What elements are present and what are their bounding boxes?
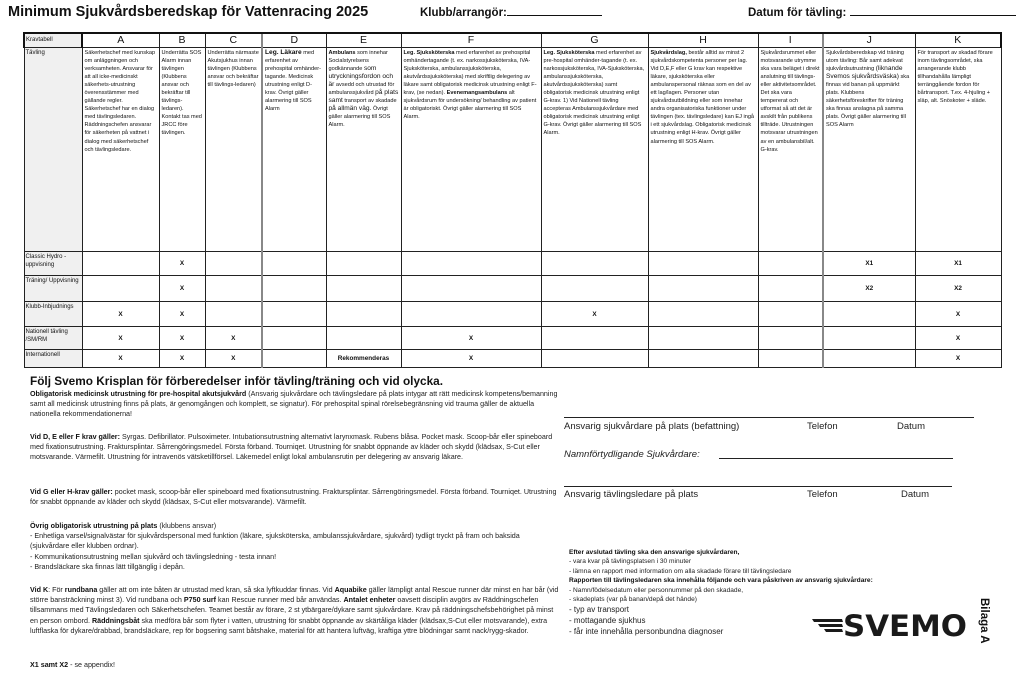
requirement-cell-c: X: [205, 327, 262, 350]
desc-b: Underrätta SOS Alarm innan tävlingen (Klubbens ansvar och bekräftar till tävlings-ledaren). Kontakt tas med JRCC före tävlingen.: [159, 48, 205, 252]
paragraph-text: gäller lämpligt antal Rescue runner där minst en har bår (vid större bansträckning minst 3). Vid rundbana och: [30, 586, 559, 605]
desc-d: [262, 48, 326, 252]
annex-label: Bilaga A: [978, 598, 990, 644]
list-item: - lämna en rapport med information om alla skadade förare till tävlingsledare: [569, 567, 792, 575]
leader-signature-label: Ansvarig tävlingsledare på plats: [564, 489, 699, 500]
club-field: [420, 5, 602, 19]
list-item: - mottagande sjukhus: [569, 616, 646, 626]
column-header: F: [401, 33, 541, 48]
column-header: I: [758, 33, 823, 48]
list-item: - Brandsläckare ska finnas lätt tillgänglig i depån.: [30, 562, 185, 571]
row-label: Nationell tävling /SM/RM: [24, 327, 82, 350]
name-clarification-label: Namnförtydligande Sjukvårdare:: [564, 449, 700, 460]
row-label: Tävling: [24, 48, 82, 252]
paragraph-text: pocket mask, scoop-bår eller spineboard med fixationsutrustning. Fraktursplintar. Sårrengöringsmedel. Första förband. Tourniqet. Utrustning för snabbt öppnande av kläder och skydd (klädsax, S-Cut eller motsvarande). Värmefilt.: [30, 488, 557, 507]
requirement-cell-k: X: [915, 327, 1001, 350]
desc-g-text: med erfarenhet av pre-hospital omhänder-tagande (t. ex. narkossjuksköterska, IVA-Sjuksköterska, ambulanssjuksköterska, akutvårdssjuksköterska) samt obligatorisk medicinsk utrustning enligt G-krav. 1) Vid Nationell tävling accepteras Ambulanssjukvårdare med obligatorisk medicinsk utrustning enligt G-krav. Övrigt gäller alarmering till SOS Alarm.: [543, 50, 645, 137]
desc-g: [541, 48, 648, 252]
requirement-cell-k: X2: [915, 276, 1001, 302]
paragraph-text: oavsett disciplin avgörs av Räddningschefen tillsammans med Tävlingsledaren och Säkerhetschefen. Teamet består av förare, 2 st ytbärgare/dykare samt sjukvårdare. Krav på räddningschefsbehörighet på minst en person ombord.: [30, 596, 554, 625]
requirement-cell-f: [401, 252, 541, 276]
table-row: [24, 302, 1001, 327]
requirement-cell-i: [758, 350, 823, 368]
paragraph-text: kan Rescue runner med bår användas.: [216, 596, 344, 605]
requirement-cell-d: [262, 252, 326, 276]
leader-date-label: Datum: [901, 489, 929, 500]
requirement-cell-f: [401, 302, 541, 327]
requirement-cell-b: X: [159, 350, 205, 368]
name-clarification-line[interactable]: [719, 458, 953, 459]
paragraph-bold: Antalet enheter: [343, 596, 396, 605]
desc-e-text: transport av skadade: [342, 98, 397, 105]
medic-phone-label: Telefon: [807, 421, 838, 432]
paragraph-other-equipment: [30, 521, 560, 572]
leader-phone-label: Telefon: [807, 489, 838, 500]
requirement-cell-e: [326, 252, 401, 276]
desc-f-text: med erfarenhet av prehospital omhändertagande (t. ex. narkossjuksköterska, IVA-Sjuksköterska, ambulanssjuksköterska, akutvårdssjuksköterska) med skriftlig delegering av läkare samt obligatorisk medicinsk utrustning enligt F-krav, (se nedan).: [403, 50, 537, 97]
requirement-cell-b: X: [159, 302, 205, 327]
requirement-cell-c: [205, 252, 262, 276]
paragraph-bold: Vid K: [30, 586, 49, 594]
requirement-cell-j: [823, 350, 915, 368]
club-label: Klubb/arrangör:: [420, 7, 507, 19]
medic-signature-label: Ansvarig sjukvårdare på plats (befattning): [564, 421, 740, 432]
list-item: - Namn/födelsedatum eller personnummer på den skadade,: [569, 586, 744, 594]
requirement-cell-i: [758, 327, 823, 350]
requirement-cell-k: X: [915, 350, 1001, 368]
desc-j-text: ska finnas vid banan på uppmärkt plats. Klubbens säkerhetsföreskrifter för träning ska finnas anslagna på samma plats. Övrigt gäller alarmering till SOS Alarm: [826, 74, 910, 129]
desc-h: [648, 48, 758, 252]
requirement-cell-i: [758, 276, 823, 302]
annex-label-wrapper: [976, 598, 992, 650]
requirement-cell-k: X1: [915, 252, 1001, 276]
list-item: - Kommunikationsutrustning mellan sjukvård och tävlingsledning - testa innan!: [30, 552, 277, 561]
requirement-cell-g: X: [541, 302, 648, 327]
table-row: [24, 350, 1001, 368]
column-header: E: [326, 33, 401, 48]
desc-i: Sjukvårdsrummet eller motsvarande utrymme ska vara beläget i direkt anslutning till tävlings- eller aktivitetsområdet. Det ska vara tempererat och utformat så att det är avskilt från publikens tillträde. Utrustningen motsvarar utrustningen av en ambulansbil/alt. G-krav.: [758, 48, 823, 252]
paragraph-bold: Vid G eller H-krav gäller:: [30, 488, 113, 496]
competition-date-label: Datum för tävling:: [748, 7, 847, 19]
logo-speed-stripe: [824, 629, 843, 632]
requirement-cell-d: [262, 276, 326, 302]
requirement-cell-d: [262, 302, 326, 327]
requirements-table: [23, 32, 1002, 368]
requirement-cell-c: X: [205, 350, 262, 368]
paragraph-bold: Aquabike: [334, 586, 367, 594]
requirement-cell-g: [541, 327, 648, 350]
desc-e-bold: Ambulans: [328, 50, 356, 56]
desc-e-text: som innehar Socialstyrelsens godkännande: [328, 50, 388, 73]
row-label: Classic Hydro - uppvisning: [24, 252, 82, 276]
paragraph-text: (klubbens ansvar): [157, 522, 217, 530]
requirement-cell-j: X2: [823, 276, 915, 302]
desc-e-text: Övrigt gäller alarmering till SOS Alarm.: [328, 106, 391, 129]
requirement-cell-g: [541, 252, 648, 276]
table-header-row: [24, 33, 1001, 48]
desc-c: Underrätta närmaste Akutsjukhus innan tävlingen (Klubbens ansvar och bekräftar till tävlings-ledaren): [205, 48, 262, 252]
paragraph-def-requirements: [30, 432, 560, 463]
table-row: [24, 252, 1001, 276]
logo-speed-stripe: [818, 624, 843, 627]
leader-signature-line[interactable]: [564, 486, 952, 487]
list-item: - vara kvar på tävlingsplatsen i 30 minuter: [569, 558, 692, 566]
list-item: - Enhetliga varsel/signalvästar för sjukvårdspersonal med funktion (läkare, sjuksköterska, ambulanssjukvårdare, sjukvård) tydligt tryckt på fram och baksida (sjukvårdare eller klubben ordnar).: [30, 532, 520, 551]
desc-a: Säkerhetschef med kunskap om anläggningen och verksamheten. Ansvarar för att all icke-medicinskt säkerhets-utrustning överensstämmer med gällande regler. Säkerhetschef har en dialog med tävlingsledaren. Räddningschefen ansvarar för säkerheten på vattnet i dialog med säkerhetschef och tävlingsledare.: [82, 48, 159, 252]
requirement-cell-e: [326, 327, 401, 350]
requirement-cell-d: [262, 350, 326, 368]
logo-text: SVEMO: [843, 610, 967, 640]
requirement-cell-h: [648, 327, 758, 350]
requirement-cell-j: X1: [823, 252, 915, 276]
table-corner-label: Kravtabell: [24, 33, 82, 48]
paragraph-text: - se appendix!: [68, 661, 115, 669]
row-label: Internationell: [24, 350, 82, 368]
requirement-cell-f: X: [401, 350, 541, 368]
requirement-cell-j: [823, 327, 915, 350]
requirement-cell-a: X: [82, 302, 159, 327]
paragraph-obligatory-equipment: [30, 389, 560, 420]
column-header: B: [159, 33, 205, 48]
requirement-cell-g: [541, 276, 648, 302]
row-label: Träning/ Uppvisning: [24, 276, 82, 302]
paragraph-bold: X1 samt X2: [30, 661, 69, 669]
paragraph-bold: rundbana: [64, 586, 98, 594]
paragraph-text: Syrgas. Defibrillator. Pulsoximeter. Intubationsutrustning alternativt larynxmask. Rubens blåsa. Pocket mask. Scoop-bår eller spineboard med fixationsutrustning. Fraktursplintar. Sårrengöringsmedel. Första förband. Tourniqet. Utrustning för snabbt öppnande av kläder och skydd (klädsax, S-Cut eller motsvarande. Värmefilt. Utrustning för intravenös vätsketillförsel. Läkemedel enligt lokal ambulansrutin per delegering av ansvarig läkare.: [30, 433, 553, 462]
club-input-line[interactable]: [507, 5, 602, 16]
requirement-cell-i: [758, 252, 823, 276]
requirement-cell-e: Rekommenderas: [326, 350, 401, 368]
requirement-cell-h: [648, 252, 758, 276]
column-header: K: [915, 33, 1001, 48]
desc-f-bold: Leg. Sjuksköterska: [403, 50, 455, 56]
requirement-cell-e: [326, 276, 401, 302]
requirement-cell-h: [648, 302, 758, 327]
requirement-cell-j: [823, 302, 915, 327]
report-heading: Rapporten till tävlingsledaren ska innehålla följande och vara påskriven av ansvarig sjukvårdare:: [569, 577, 873, 585]
medic-date-label: Datum: [897, 421, 925, 432]
desc-f-text: alt sjukvårdsrum för undersökning/ behandling av patient är obligatoriskt. Övrigt gäller alarmering till SOS Alarm.: [403, 90, 537, 121]
desc-h-bold: Sjukvårdslag,: [650, 50, 687, 56]
requirement-cell-f: X: [401, 327, 541, 350]
requirement-cell-g: [541, 350, 648, 368]
svemo-logo: [812, 610, 970, 640]
requirement-cell-e: [326, 302, 401, 327]
paragraph-bold: Räddningsbåt: [91, 616, 140, 625]
requirement-cell-a: [82, 276, 159, 302]
competition-date-input-line[interactable]: [850, 5, 1016, 16]
table-row: [24, 276, 1001, 302]
requirement-cell-h: [648, 350, 758, 368]
desc-h-text: består alltid av minst 2 sjukvårdskompetenta personer per lag. Vid D,E,F eller G krav kan respektive läkare, sjuksköterska eller ambulanspersonal räknas som en del av ett lag/lagen. Personer utan sjukvårdsutbildning eller som innehar andra organisatoriska funktioner under tävlingen (tex. tävlingsledare) kan EJ ingå i ett sjukvårdslag. Obligatorisk medicinsk utrustning enligt H-krav. Övrigt gäller alarmering till SOS Alarm.: [650, 50, 755, 145]
requirement-cell-c: [205, 302, 262, 327]
desc-f-bold: Evenemangsambulans: [446, 90, 508, 97]
requirement-cell-b: X: [159, 276, 205, 302]
medic-signature-line[interactable]: [564, 417, 974, 418]
row-label: Klubb-Inbjudnings: [24, 302, 82, 327]
paragraph-text: (Ansvarig sjukvårdare och tävlingsledare på plats intygar att rätt medicinsk kompetens/bemanning samt all medicinsk utrustning finns på plats, är genomgången och komplett, se signatur). För prehospital spinal rörelsebegränsning vid trauma gäller de aktuella nationella rekommendationerna!: [30, 390, 558, 419]
desc-g-bold: Leg. Sjuksköterska: [543, 50, 595, 56]
list-item: - skadeplats (var på banan/depå det hände): [569, 596, 697, 604]
desc-d-bold: Leg. Läkare: [265, 49, 302, 56]
competition-date-field: [748, 5, 1016, 19]
desc-e: [326, 48, 401, 252]
column-header: A: [82, 33, 159, 48]
section-title: Följ Svemo Krisplan för förberedelser inför tävling/träning och vid olycka.: [30, 374, 443, 388]
requirement-cell-c: [205, 276, 262, 302]
requirement-cell-h: [648, 276, 758, 302]
requirement-cell-a: X: [82, 350, 159, 368]
requirement-cell-a: X: [82, 327, 159, 350]
requirement-cell-b: X: [159, 252, 205, 276]
paragraph-text: gäller att om inte båten är utrustad med kran, så ska lyftkuddar finnas. Vid: [97, 586, 335, 594]
paragraph-bold: P750 surf: [183, 596, 217, 605]
after-heading: Efter avslutad tävling ska den ansvarige sjukvårdaren,: [569, 549, 740, 556]
column-header: H: [648, 33, 758, 48]
desc-e-text: som utryckningsfordon och är: [328, 65, 394, 89]
desc-j-text: (liknande Svemos sjukvårdsväska): [826, 65, 903, 81]
paragraph-appendix: [30, 660, 560, 670]
paragraph-bold: Vid D, E eller F krav gäller:: [30, 433, 120, 441]
requirement-cell-a: [82, 252, 159, 276]
requirement-cell-d: [262, 327, 326, 350]
desc-j-text: Sjukvårdsberedskap vid träning utom tävling: Bår samt adekvat sjukvårdsutrustning: [826, 50, 905, 73]
column-header: D: [262, 33, 326, 48]
desc-f: [401, 48, 541, 252]
desc-e-text: på allmän väg.: [328, 105, 372, 113]
paragraph-text: ska medföra bår som flyter i vatten, utrustning för snabbt öppnande av skärtåliga kläder (klädsax,S-Cut eller motsvarande), extra luftflaska för dykare/drabbad, brandsläckare, rep för bogsering samt båtshake, material för att hantera luftväg, kraftiga yttre blödningar samt nack/rygg-skador.: [30, 616, 548, 635]
desc-d-text: med erfarenhet av prehospital omhänder-tagande. Medicinsk utrustning enligt D-krav. Övrigt gäller alarmering till SOS Alarm: [265, 50, 321, 113]
document-title: Minimum Sjukvårdsberedskap för Vattenracing 2025: [8, 4, 369, 20]
logo-speed-stripe: [812, 619, 843, 622]
paragraph-k-requirements: [30, 585, 560, 636]
desc-j: [823, 48, 915, 252]
column-header: G: [541, 33, 648, 48]
desc-k: För transport av skadad förare inom tävlingsområdet, ska arrangerande klubb tillhandahålla lämpligt terränggående fordon för bårtransport. T.ex. 4-hjuling + släp, alt. Snöskoter + släde.: [915, 48, 1001, 252]
desc-e-text: på plats samt: [328, 89, 399, 105]
list-item: - får inte innehålla personbundna diagnoser: [569, 627, 724, 637]
paragraph-bold: Övrig obligatorisk utrustning på plats: [30, 522, 158, 530]
paragraph-bold: Obligatorisk medicinsk utrustning för pre-hospital akutsjukvård: [30, 390, 247, 398]
table-row-tavling: [24, 48, 1001, 252]
requirement-cell-i: [758, 302, 823, 327]
list-item: - typ av transport: [569, 605, 630, 615]
column-header: C: [205, 33, 262, 48]
requirement-cell-f: [401, 276, 541, 302]
paragraph-gh-requirements: [30, 487, 560, 507]
paragraph-text: : För: [48, 586, 65, 594]
requirement-cell-k: X: [915, 302, 1001, 327]
column-header: J: [823, 33, 915, 48]
table-row: [24, 327, 1001, 350]
desc-e-text: avsedd och utrustad för ambulanssjukvård: [328, 82, 395, 97]
requirement-cell-b: X: [159, 327, 205, 350]
